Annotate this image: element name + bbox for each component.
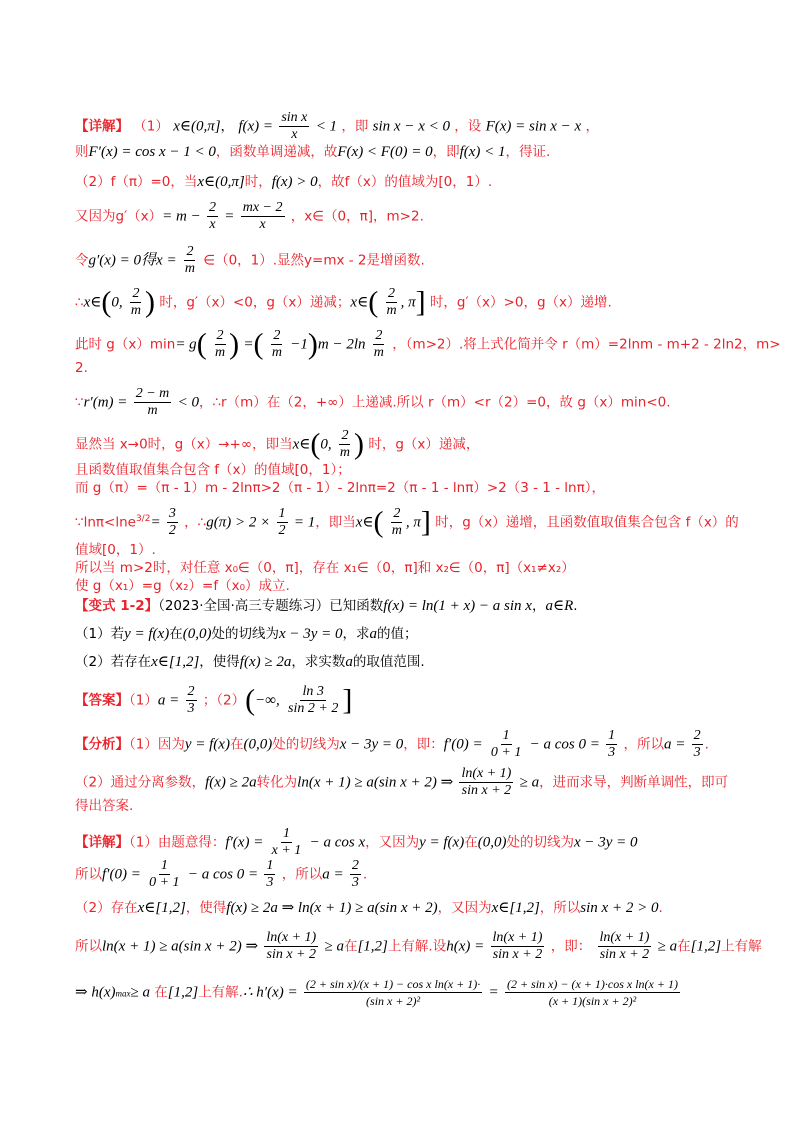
variant-tag: 【变式 1-2】 — [75, 598, 159, 614]
solution-line-3: （2）f（π）=0，当x∈(0,π]时，f(x) > 0，故f（x）的值域为[0，1）. — [75, 174, 493, 190]
answer-tag: 【答案】 — [75, 692, 129, 709]
analysis-line-3: 得出答案. — [75, 798, 134, 814]
question-2: （2）若存在x∈[1,2]，使得f(x) ≥ 2a，求实数a的取值范围. — [75, 654, 425, 670]
solution-line-7: 此时 g（x）min= g( $\frac{2}{m}$ ) =( $\frac{2}{m}$ −1)m − 2ln $\frac{2}{m}$ ，（m>2）.将上式化简并令 r（m）=2lnm - m+2 - 2ln2，m> — [75, 327, 781, 361]
fraction: $\frac{\text{sin x}}{x}$ — [281, 110, 308, 142]
detail-line-2: 所以f′(0) = $\frac{1}{0 + 1}$ − a cos 0 = $\frac{1}{3}$ ，所以a = $\frac{2}{3}$ . — [75, 858, 368, 890]
detail-tag-2: 【详解】 — [75, 834, 129, 851]
solution-line-8: ∵r′(m) = $\frac{2 - m}{m}$ < 0，∴r（m）在（2，+∞）上递减.所以 r（m）<r（2）=0，故 g（x）min<0. — [75, 386, 671, 418]
variant-header: 【变式 1-2】（2023·全国·高三专题练习）已知函数f(x) = ln(1 + x) − a sin x，a∈R. — [75, 598, 578, 614]
question-1: （1）若y = f(x)在(0,0)处的切线为x − 3y = 0，求a的值； — [75, 626, 418, 642]
solution-line-15: 使 g（x₁）=g（x₂）=f（x₀）成立. — [75, 578, 290, 594]
detail-line-4: 所以ln(x + 1) ≥ a(sin x + 2) ⇒ $\frac{\ln(x + 1)}{\text{sin x + 2}}$ ≥ a在[1,2]上有解.设h(x) = $\frac{\ln(x + 1)}{\text{sin x + 2}}$ ，即： $\frac{\ln(x + 1)}{\text{sin x + 2}}$ ≥ a在[1,2]上有解 — [75, 930, 762, 962]
solution-line-5: 令g′(x) = 0得x = $\frac{2}{m}$ ∈（0，1）.显然y=mx - 2是增函数. — [75, 244, 425, 276]
solution-line-1: 【详解】 （1） x∈(0,π]， f(x) = $\frac{\text{sin x}}{x}$ < 1 ，即 sin x − x < 0 ，设 F(x) = sin x − x ， — [75, 110, 599, 142]
solution-line-14: 所以当 m>2时，对任意 x₀∈（0，π]，存在 x₁∈（0，π]和 x₂∈（0，π]（x₁≠x₂） — [75, 560, 575, 576]
detail-line-1: 【详解】（1）由题意得：f′(x) = $\frac{1}{x + 1}$ − a cos x，又因为y = f(x)在(0,0)处的切线为x − 3y = 0 — [75, 826, 638, 858]
analysis-line-1: 【分析】（1）因为y = f(x)在(0,0)处的切线为x − 3y = 0，即：f′(0) = $\frac{1}{0 + 1}$ − a cos 0 = $\frac{1}{3}$ ，所以a = $\frac{2}{3}$ . — [75, 728, 709, 760]
detail-line-3: （2）存在x∈[1,2]，使得f(x) ≥ 2a ⇒ ln(x + 1) ≥ a(sin x + 2)，又因为x∈[1,2]，所以sin x + 2 > 0. — [75, 900, 663, 916]
solution-line-4: 又因为g′（x）= m − $\frac{2}{x}$ = $\frac{mx - 2}{x}$ ，x∈（0，π]，m>2. — [75, 200, 424, 232]
analysis-line-2: （2）通过分离参数，f(x) ≥ 2a转化为ln(x + 1) ≥ a(sin x + 2) ⇒ $\frac{\ln(x + 1)}{\text{sin x + 2}}$ ≥ a，进而求导，判断单调性，即可 — [75, 766, 729, 798]
detail-tag: 【详解】 — [75, 118, 129, 135]
solution-line-7b: 2. — [75, 360, 88, 376]
solution-line-13: 值域[0，1）. — [75, 542, 156, 558]
solution-line-6: ∴x∈(0, $\frac{2}{m}$ ) 时，g′（x）<0，g（x）递减；x∈( $\frac{2}{m}$ , π] 时，g′（x）>0，g（x）递增. — [75, 285, 612, 319]
solution-line-12: ∵lnπ<lne$^{3/2}$= $\frac{3}{2}$ ，∴g(π) > 2 × $\frac{1}{2}$ = 1，即当x∈( $\frac{2}{m}$ , π] 时，g（x）递增，且函数值取值集合包含 f（x）的 — [75, 505, 739, 539]
solution-line-10: 且函数值取值集合包含 f（x）的值域[0，1）； — [75, 462, 351, 478]
solution-line-2: 则F′(x) = cos x − 1 < 0，函数单调递减，故F(x) < F(0) = 0，即f(x) < 1，得证. — [75, 144, 551, 160]
solution-line-9: 显然当 x→0时，g（x）→+∞，即当x∈(0, $\frac{2}{m}$ ) 时，g（x）递减， — [75, 427, 480, 461]
solution-line-11: 而 g（π）=（π - 1）m - 2lnπ>2（π - 1）- 2lnπ=2（π - 1 - lnπ）>2（3 - 1 - lnπ）， — [75, 480, 605, 496]
analysis-tag: 【分析】 — [75, 736, 129, 753]
detail-line-5: ⇒ h(x)max≥ a 在[1,2]上有解.∴ h′(x) = $\frac{\text{(2 + sin x)/(x + 1) − cos x ln(x + 1)·}}{\text{(sin x + 2)²}}$ = $\frac{\text{(2 + sin x) − (x + 1)·cos x ln(x + 1)}}{\text{(x + 1)(sin x + 2)²}}$ — [75, 977, 678, 1008]
answer-line: 【答案】（1）a = $\frac{2}{3}$ ；（2）(−∞, $\frac{\ln 3}{\sin 2 + 2}$ ] — [75, 683, 353, 717]
